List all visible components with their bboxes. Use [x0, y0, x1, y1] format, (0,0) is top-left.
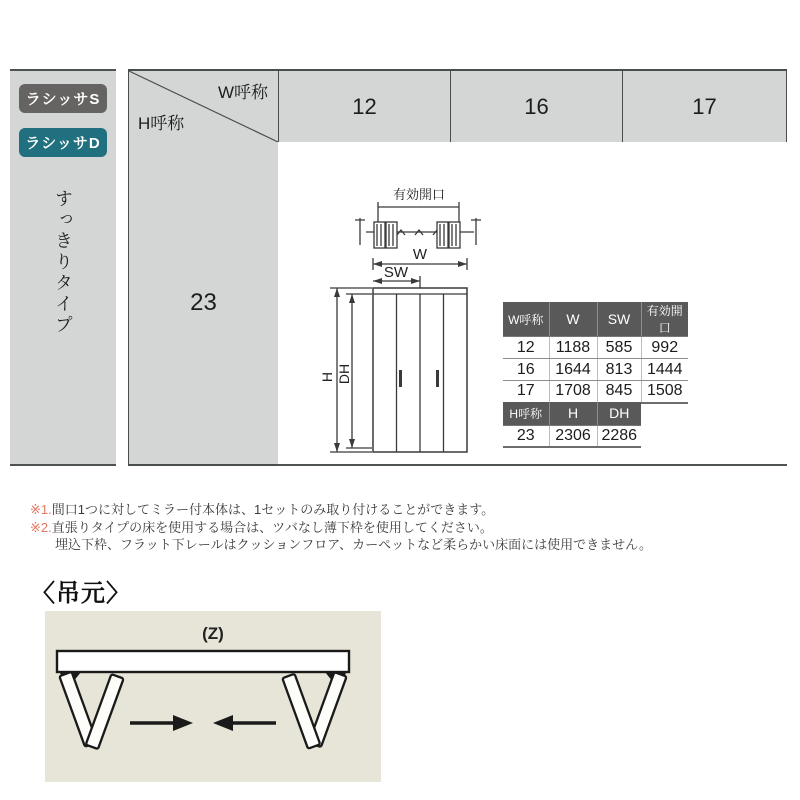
hanging-side-title: 〈吊元〉	[31, 580, 131, 607]
folding-door-z-diagram	[45, 611, 381, 782]
h-value-23: 23	[128, 142, 279, 466]
w-spec-header-row	[503, 302, 688, 337]
matrix-corner-cell	[128, 69, 279, 143]
product-sidebar	[10, 69, 116, 466]
footnotes	[30, 501, 652, 554]
sw-dim-label: SW	[383, 264, 409, 281]
table-row	[503, 337, 688, 359]
footnote-2-text: 直張りタイプの床を使用する場合は、ツバなし薄下枠を使用してください。	[51, 519, 493, 535]
footnote-1-marker: ※1.	[30, 502, 52, 517]
h-spec-table	[503, 402, 641, 448]
cell: 23	[503, 425, 549, 447]
table-row	[503, 359, 688, 381]
table-row	[503, 425, 641, 447]
cell: 1508	[641, 381, 688, 403]
col-h: H	[549, 402, 597, 425]
col-effective-opening: 有効開口	[641, 302, 688, 337]
cell: 1708	[549, 381, 597, 403]
badge-lasissa-s	[19, 84, 107, 113]
badge-lasissa-s-label: ラシッサS	[25, 91, 101, 108]
col-w: W	[549, 302, 597, 337]
hanging-side-diagram	[45, 611, 381, 782]
w-designation-header: W呼称	[217, 83, 268, 102]
cell: 1444	[641, 359, 688, 381]
footnote-2-marker: ※2.	[30, 519, 52, 535]
effective-opening-dim-label: 有効開口	[392, 187, 446, 202]
cell: 17	[503, 381, 549, 403]
col-h-designation: H呼称	[503, 402, 549, 425]
w-value-17: 17	[622, 69, 787, 143]
cell: 585	[597, 337, 641, 359]
type-label-vertical: すっきりタイプ	[53, 189, 73, 336]
cell: 992	[641, 337, 688, 359]
h-designation-header: H呼称	[138, 114, 185, 133]
footnote-1-text: 間口1つに対してミラー付本体は、1セットのみ取り付けることができます。	[51, 502, 495, 517]
h-dim-label: H	[319, 371, 335, 383]
cell: 12	[503, 337, 549, 359]
h-spec-header-row	[503, 402, 641, 425]
table-row	[503, 381, 688, 403]
diagram-area	[278, 142, 787, 466]
cell: 2286	[597, 425, 641, 447]
cell: 845	[597, 381, 641, 403]
col-dh: DH	[597, 402, 641, 425]
cell: 1644	[549, 359, 597, 381]
cell: 2306	[549, 425, 597, 447]
arrow-left-icon	[213, 715, 233, 731]
dh-dim-label: DH	[336, 363, 352, 385]
badge-lasissa-d	[19, 128, 107, 157]
arrow-right-icon	[173, 715, 193, 731]
footnote-2-continued	[30, 536, 652, 554]
cell: 16	[503, 359, 549, 381]
cell: 1188	[549, 337, 597, 359]
cell: 813	[597, 359, 641, 381]
w-value-12: 12	[278, 69, 451, 143]
w-value-16: 16	[450, 69, 623, 143]
w-dim-label: W	[412, 246, 428, 263]
col-sw: SW	[597, 302, 641, 337]
footnote-1	[30, 501, 652, 519]
w-spec-table	[503, 302, 688, 404]
z-label: (Z)	[202, 624, 224, 643]
footnote-2-text-continued: 埋込下枠、フラット下レールはクッションフロア、カーペットなど柔らかい床面には使用できません。	[55, 537, 652, 552]
badge-lasissa-d-label: ラシッサD	[25, 135, 101, 152]
col-w-designation: W呼称	[503, 302, 549, 337]
footnote-2	[30, 519, 652, 537]
